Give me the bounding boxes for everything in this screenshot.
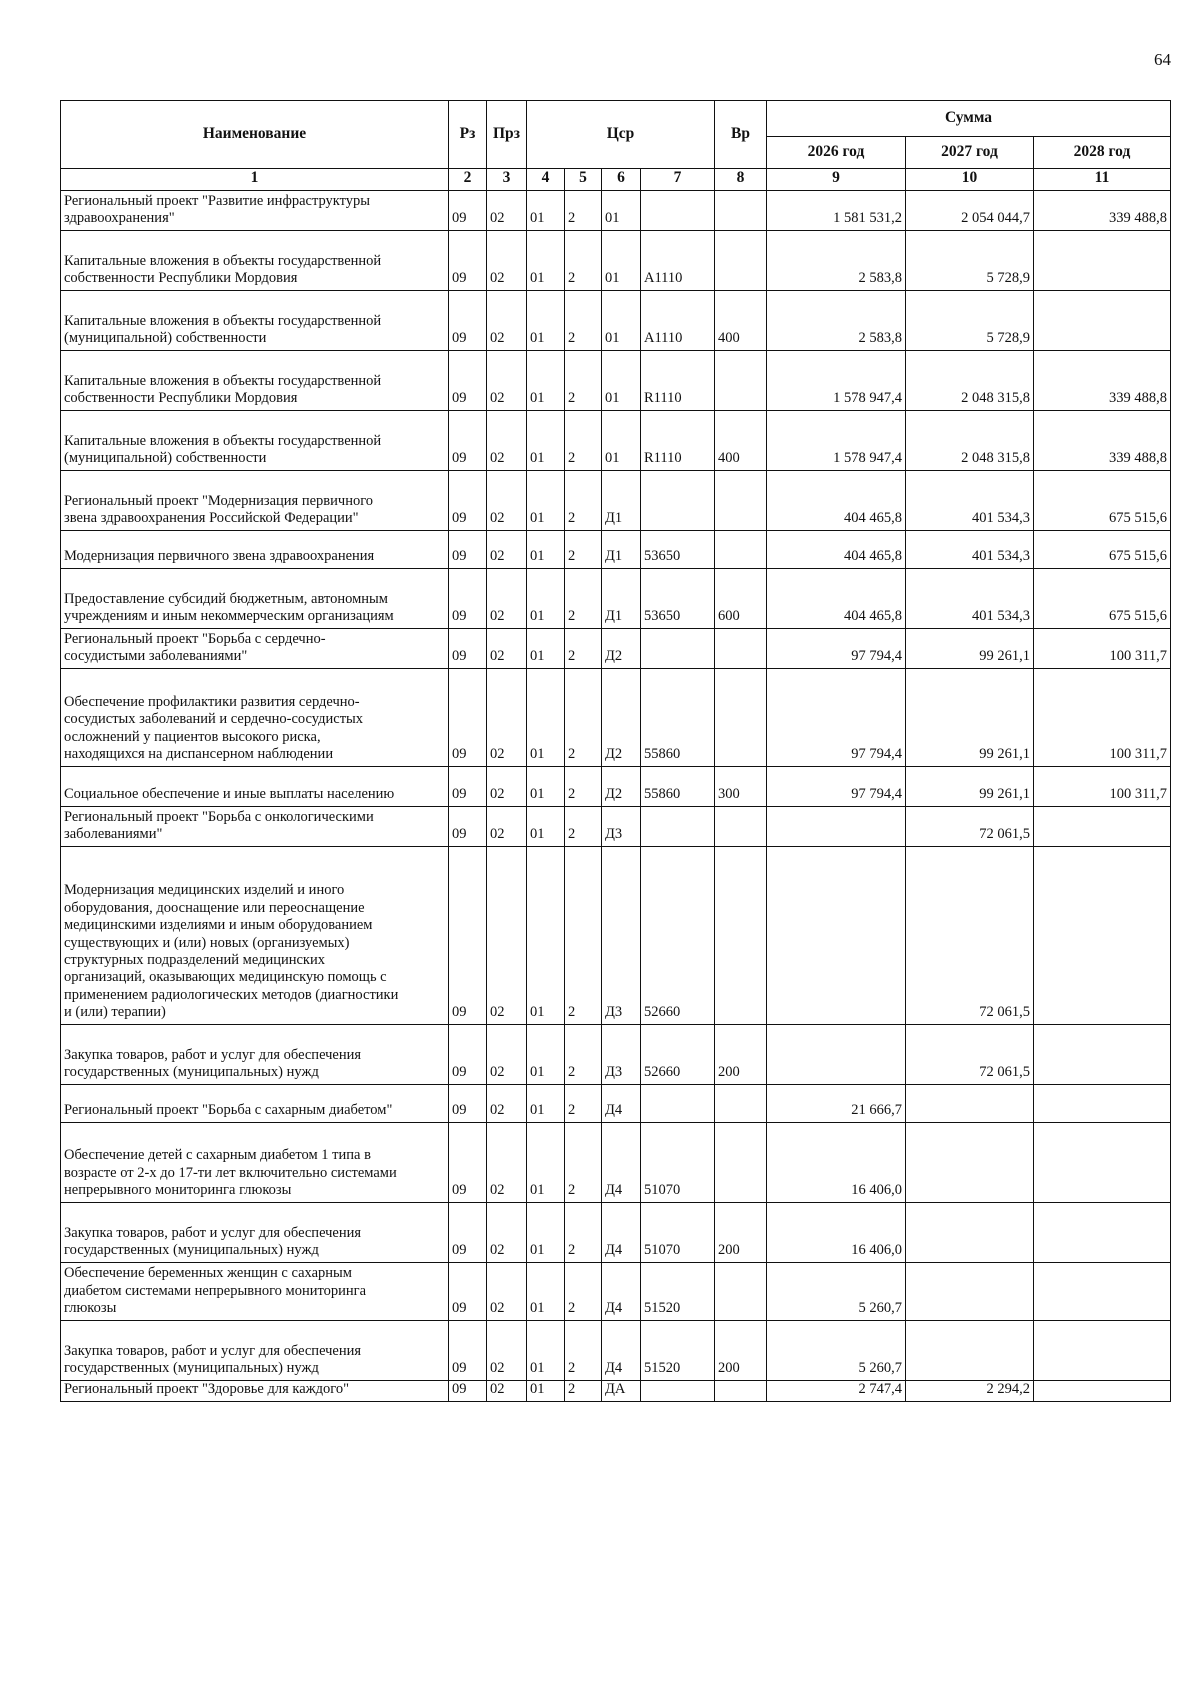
row-csr-part-5: 2 bbox=[565, 530, 602, 568]
row-csr-part-4: 01 bbox=[527, 766, 565, 806]
row-csr-part-6: Д3 bbox=[602, 846, 641, 1024]
table-row bbox=[61, 410, 1171, 470]
row-sum-2027: 401 534,3 bbox=[906, 568, 1034, 628]
row-prz: 02 bbox=[487, 1202, 527, 1262]
row-name: Региональный проект "Развитие инфраструктуры здравоохранения" bbox=[61, 190, 449, 230]
header-name: Наименование bbox=[61, 101, 449, 169]
column-number: 10 bbox=[906, 169, 1034, 191]
row-rz: 09 bbox=[449, 846, 487, 1024]
header-prz: Прз bbox=[487, 101, 527, 169]
row-sum-2027: 72 061,5 bbox=[906, 806, 1034, 846]
table-row bbox=[61, 350, 1171, 410]
row-vr: 200 bbox=[715, 1202, 767, 1262]
row-csr-part-5: 2 bbox=[565, 350, 602, 410]
row-sum-2028 bbox=[1034, 1202, 1171, 1262]
column-number: 4 bbox=[527, 169, 565, 191]
page-number: 64 bbox=[1154, 50, 1171, 69]
row-csr-part-4: 01 bbox=[527, 806, 565, 846]
table-row bbox=[61, 230, 1171, 290]
table-row bbox=[61, 1122, 1171, 1202]
row-csr-part-5: 2 bbox=[565, 846, 602, 1024]
row-sum-2027: 2 048 315,8 bbox=[906, 410, 1034, 470]
row-rz: 09 bbox=[449, 470, 487, 530]
row-sum-2027: 2 294,2 bbox=[906, 1380, 1034, 1401]
row-name: Обеспечение беременных женщин с сахарным диабетом системами непрерывного мониторинга глюкозы bbox=[61, 1262, 449, 1320]
row-csr-part-4: 01 bbox=[527, 470, 565, 530]
row-sum-2027: 5 728,9 bbox=[906, 230, 1034, 290]
row-csr-part-4: 01 bbox=[527, 350, 565, 410]
row-csr-part-6: Д2 bbox=[602, 628, 641, 668]
row-sum-2027: 99 261,1 bbox=[906, 766, 1034, 806]
row-csr-part-6: Д1 bbox=[602, 530, 641, 568]
row-sum-2027 bbox=[906, 1320, 1034, 1380]
row-rz: 09 bbox=[449, 530, 487, 568]
header-year-2026: 2026 год bbox=[767, 137, 906, 169]
row-csr-part-5: 2 bbox=[565, 290, 602, 350]
row-prz: 02 bbox=[487, 530, 527, 568]
row-prz: 02 bbox=[487, 668, 527, 766]
row-vr: 600 bbox=[715, 568, 767, 628]
row-csr-part-7 bbox=[641, 1380, 715, 1401]
row-csr-part-4: 01 bbox=[527, 1024, 565, 1084]
row-sum-2027: 99 261,1 bbox=[906, 668, 1034, 766]
row-prz: 02 bbox=[487, 1024, 527, 1084]
table-row bbox=[61, 766, 1171, 806]
row-sum-2028: 675 515,6 bbox=[1034, 470, 1171, 530]
row-sum-2026 bbox=[767, 1024, 906, 1084]
header-row-top bbox=[61, 101, 1171, 137]
row-sum-2028: 339 488,8 bbox=[1034, 190, 1171, 230]
column-number: 5 bbox=[565, 169, 602, 191]
column-number: 9 bbox=[767, 169, 906, 191]
row-sum-2026: 1 578 947,4 bbox=[767, 350, 906, 410]
row-sum-2026: 404 465,8 bbox=[767, 470, 906, 530]
row-sum-2026 bbox=[767, 806, 906, 846]
column-number: 3 bbox=[487, 169, 527, 191]
row-sum-2026: 97 794,4 bbox=[767, 668, 906, 766]
row-vr bbox=[715, 668, 767, 766]
row-csr-part-4: 01 bbox=[527, 230, 565, 290]
row-csr-part-6: Д2 bbox=[602, 668, 641, 766]
row-sum-2028 bbox=[1034, 806, 1171, 846]
header-sum: Сумма bbox=[767, 101, 1171, 137]
row-csr-part-7: 51070 bbox=[641, 1122, 715, 1202]
row-rz: 09 bbox=[449, 1024, 487, 1084]
row-csr-part-6: Д4 bbox=[602, 1122, 641, 1202]
row-prz: 02 bbox=[487, 410, 527, 470]
row-sum-2027 bbox=[906, 1202, 1034, 1262]
row-name: Социальное обеспечение и иные выплаты населению bbox=[61, 766, 449, 806]
row-rz: 09 bbox=[449, 1202, 487, 1262]
row-rz: 09 bbox=[449, 1122, 487, 1202]
row-sum-2028: 100 311,7 bbox=[1034, 668, 1171, 766]
row-csr-part-4: 01 bbox=[527, 1202, 565, 1262]
row-rz: 09 bbox=[449, 806, 487, 846]
column-number: 6 bbox=[602, 169, 641, 191]
row-sum-2028: 339 488,8 bbox=[1034, 410, 1171, 470]
row-name: Обеспечение детей с сахарным диабетом 1 типа в возрасте от 2-х до 17-ти лет включительно системами непрерывного мониторинга глюкозы bbox=[61, 1122, 449, 1202]
table-row bbox=[61, 628, 1171, 668]
row-sum-2026: 2 583,8 bbox=[767, 290, 906, 350]
header-year-2028: 2028 год bbox=[1034, 137, 1171, 169]
row-name: Модернизация первичного звена здравоохранения bbox=[61, 530, 449, 568]
row-prz: 02 bbox=[487, 766, 527, 806]
row-vr bbox=[715, 1262, 767, 1320]
row-sum-2028 bbox=[1034, 290, 1171, 350]
table-row bbox=[61, 806, 1171, 846]
column-number: 7 bbox=[641, 169, 715, 191]
row-csr-part-5: 2 bbox=[565, 1202, 602, 1262]
table-row bbox=[61, 1024, 1171, 1084]
row-sum-2026: 97 794,4 bbox=[767, 766, 906, 806]
row-rz: 09 bbox=[449, 290, 487, 350]
row-rz: 09 bbox=[449, 1320, 487, 1380]
column-number-row bbox=[61, 169, 1171, 191]
row-csr-part-5: 2 bbox=[565, 1320, 602, 1380]
row-csr-part-5: 2 bbox=[565, 1122, 602, 1202]
row-sum-2028: 339 488,8 bbox=[1034, 350, 1171, 410]
table-row bbox=[61, 1380, 1171, 1401]
row-csr-part-6: 01 bbox=[602, 350, 641, 410]
row-rz: 09 bbox=[449, 766, 487, 806]
row-sum-2026: 5 260,7 bbox=[767, 1262, 906, 1320]
row-csr-part-4: 01 bbox=[527, 568, 565, 628]
row-name: Закупка товаров, работ и услуг для обеспечения государственных (муниципальных) нужд bbox=[61, 1024, 449, 1084]
row-sum-2028 bbox=[1034, 1122, 1171, 1202]
row-name: Обеспечение профилактики развития сердечно- сосудистых заболеваний и сердечно-сосудистых осложнений у пациентов высокого риска, находящихся на диспансерном наблюдении bbox=[61, 668, 449, 766]
row-prz: 02 bbox=[487, 230, 527, 290]
row-csr-part-6: Д4 bbox=[602, 1320, 641, 1380]
row-vr bbox=[715, 190, 767, 230]
table-row bbox=[61, 190, 1171, 230]
row-vr: 200 bbox=[715, 1320, 767, 1380]
row-sum-2026: 16 406,0 bbox=[767, 1122, 906, 1202]
row-prz: 02 bbox=[487, 1380, 527, 1401]
row-csr-part-4: 01 bbox=[527, 1320, 565, 1380]
row-csr-part-5: 2 bbox=[565, 1262, 602, 1320]
row-csr-part-6: Д1 bbox=[602, 568, 641, 628]
row-csr-part-5: 2 bbox=[565, 470, 602, 530]
row-csr-part-7: 51520 bbox=[641, 1320, 715, 1380]
row-name: Региональный проект "Модернизация первичного звена здравоохранения Российской Федерации" bbox=[61, 470, 449, 530]
row-name: Закупка товаров, работ и услуг для обеспечения государственных (муниципальных) нужд bbox=[61, 1202, 449, 1262]
row-rz: 09 bbox=[449, 410, 487, 470]
row-csr-part-5: 2 bbox=[565, 1084, 602, 1122]
row-sum-2026: 97 794,4 bbox=[767, 628, 906, 668]
row-sum-2027: 72 061,5 bbox=[906, 1024, 1034, 1084]
row-csr-part-5: 2 bbox=[565, 1024, 602, 1084]
row-csr-part-4: 01 bbox=[527, 290, 565, 350]
row-csr-part-7: 51520 bbox=[641, 1262, 715, 1320]
row-csr-part-6: Д3 bbox=[602, 1024, 641, 1084]
row-sum-2028: 100 311,7 bbox=[1034, 628, 1171, 668]
row-sum-2026: 1 581 531,2 bbox=[767, 190, 906, 230]
row-csr-part-6: Д4 bbox=[602, 1202, 641, 1262]
row-sum-2026: 1 578 947,4 bbox=[767, 410, 906, 470]
row-vr bbox=[715, 230, 767, 290]
row-sum-2028 bbox=[1034, 1262, 1171, 1320]
table-row bbox=[61, 568, 1171, 628]
row-csr-part-5: 2 bbox=[565, 1380, 602, 1401]
row-sum-2027 bbox=[906, 1122, 1034, 1202]
row-name: Капитальные вложения в объекты государственной (муниципальной) собственности bbox=[61, 290, 449, 350]
row-rz: 09 bbox=[449, 568, 487, 628]
table-row bbox=[61, 1320, 1171, 1380]
row-sum-2026 bbox=[767, 846, 906, 1024]
row-name: Капитальные вложения в объекты государственной собственности Республики Мордовия bbox=[61, 230, 449, 290]
row-csr-part-7: R1110 bbox=[641, 410, 715, 470]
table-row bbox=[61, 846, 1171, 1024]
row-csr-part-5: 2 bbox=[565, 766, 602, 806]
header-vr: Вр bbox=[715, 101, 767, 169]
row-csr-part-5: 2 bbox=[565, 568, 602, 628]
header-csr: Цср bbox=[527, 101, 715, 169]
row-prz: 02 bbox=[487, 846, 527, 1024]
row-rz: 09 bbox=[449, 230, 487, 290]
row-prz: 02 bbox=[487, 1262, 527, 1320]
row-csr-part-5: 2 bbox=[565, 628, 602, 668]
row-sum-2026: 2 583,8 bbox=[767, 230, 906, 290]
row-csr-part-4: 01 bbox=[527, 1380, 565, 1401]
row-prz: 02 bbox=[487, 350, 527, 410]
row-csr-part-6: Д1 bbox=[602, 470, 641, 530]
row-csr-part-5: 2 bbox=[565, 230, 602, 290]
column-number: 8 bbox=[715, 169, 767, 191]
row-prz: 02 bbox=[487, 470, 527, 530]
row-csr-part-4: 01 bbox=[527, 1084, 565, 1122]
row-name: Региональный проект "Борьба с онкологическими заболеваниями" bbox=[61, 806, 449, 846]
row-vr bbox=[715, 1122, 767, 1202]
row-sum-2028 bbox=[1034, 1084, 1171, 1122]
row-csr-part-7: 52660 bbox=[641, 1024, 715, 1084]
row-vr bbox=[715, 1380, 767, 1401]
row-csr-part-4: 01 bbox=[527, 1262, 565, 1320]
row-sum-2027: 2 054 044,7 bbox=[906, 190, 1034, 230]
row-csr-part-7: 52660 bbox=[641, 846, 715, 1024]
row-sum-2027: 99 261,1 bbox=[906, 628, 1034, 668]
row-csr-part-4: 01 bbox=[527, 190, 565, 230]
row-vr: 300 bbox=[715, 766, 767, 806]
row-sum-2027: 5 728,9 bbox=[906, 290, 1034, 350]
row-sum-2028 bbox=[1034, 846, 1171, 1024]
row-vr bbox=[715, 530, 767, 568]
row-csr-part-4: 01 bbox=[527, 846, 565, 1024]
row-csr-part-6: Д2 bbox=[602, 766, 641, 806]
row-vr bbox=[715, 806, 767, 846]
row-csr-part-4: 01 bbox=[527, 410, 565, 470]
column-number: 2 bbox=[449, 169, 487, 191]
row-csr-part-7 bbox=[641, 806, 715, 846]
row-name: Капитальные вложения в объекты государственной собственности Республики Мордовия bbox=[61, 350, 449, 410]
row-name: Закупка товаров, работ и услуг для обеспечения государственных (муниципальных) нужд bbox=[61, 1320, 449, 1380]
row-csr-part-7 bbox=[641, 190, 715, 230]
row-csr-part-5: 2 bbox=[565, 806, 602, 846]
row-vr: 400 bbox=[715, 290, 767, 350]
row-csr-part-4: 01 bbox=[527, 530, 565, 568]
row-prz: 02 bbox=[487, 806, 527, 846]
row-prz: 02 bbox=[487, 568, 527, 628]
row-csr-part-6: 01 bbox=[602, 230, 641, 290]
row-rz: 09 bbox=[449, 1262, 487, 1320]
row-sum-2028 bbox=[1034, 1320, 1171, 1380]
row-sum-2028: 100 311,7 bbox=[1034, 766, 1171, 806]
row-sum-2027 bbox=[906, 1084, 1034, 1122]
row-sum-2028 bbox=[1034, 230, 1171, 290]
table-row bbox=[61, 668, 1171, 766]
header-year-2027: 2027 год bbox=[906, 137, 1034, 169]
row-prz: 02 bbox=[487, 628, 527, 668]
row-csr-part-4: 01 bbox=[527, 628, 565, 668]
row-csr-part-7 bbox=[641, 1084, 715, 1122]
row-csr-part-5: 2 bbox=[565, 410, 602, 470]
row-csr-part-4: 01 bbox=[527, 1122, 565, 1202]
row-csr-part-7: 53650 bbox=[641, 530, 715, 568]
row-sum-2026: 21 666,7 bbox=[767, 1084, 906, 1122]
row-csr-part-7: R1110 bbox=[641, 350, 715, 410]
row-name: Предоставление субсидий бюджетным, автономным учреждениям и иным некоммерческим организациям bbox=[61, 568, 449, 628]
row-csr-part-4: 01 bbox=[527, 668, 565, 766]
row-csr-part-7 bbox=[641, 470, 715, 530]
column-number: 11 bbox=[1034, 169, 1171, 191]
row-csr-part-7: 55860 bbox=[641, 766, 715, 806]
row-vr bbox=[715, 470, 767, 530]
row-sum-2028 bbox=[1034, 1024, 1171, 1084]
row-rz: 09 bbox=[449, 1380, 487, 1401]
row-csr-part-6: Д4 bbox=[602, 1262, 641, 1320]
row-sum-2028: 675 515,6 bbox=[1034, 568, 1171, 628]
row-sum-2026: 16 406,0 bbox=[767, 1202, 906, 1262]
row-csr-part-6: ДА bbox=[602, 1380, 641, 1401]
row-prz: 02 bbox=[487, 1320, 527, 1380]
row-sum-2026: 5 260,7 bbox=[767, 1320, 906, 1380]
row-vr: 400 bbox=[715, 410, 767, 470]
row-csr-part-7: 53650 bbox=[641, 568, 715, 628]
row-rz: 09 bbox=[449, 668, 487, 766]
row-name: Региональный проект "Здоровье для каждого" bbox=[61, 1380, 449, 1401]
row-csr-part-7 bbox=[641, 628, 715, 668]
table-row bbox=[61, 1084, 1171, 1122]
row-vr bbox=[715, 846, 767, 1024]
budget-table bbox=[60, 100, 1171, 1402]
row-rz: 09 bbox=[449, 1084, 487, 1122]
row-name: Модернизация медицинских изделий и иного оборудования, дооснащение или переоснащение медицинскими изделиями и иным оборудованием существующих и (или) новых (организуемых) структурных подразделений медицинских организаций, оказывающих медицинскую помощь с применением радиологических методов (диагностики и (или) терапии) bbox=[61, 846, 449, 1024]
row-sum-2026: 404 465,8 bbox=[767, 568, 906, 628]
header-rz: Рз bbox=[449, 101, 487, 169]
row-csr-part-6: 01 bbox=[602, 410, 641, 470]
column-number: 1 bbox=[61, 169, 449, 191]
row-vr bbox=[715, 350, 767, 410]
row-sum-2027: 2 048 315,8 bbox=[906, 350, 1034, 410]
row-sum-2027: 401 534,3 bbox=[906, 530, 1034, 568]
row-prz: 02 bbox=[487, 1084, 527, 1122]
row-name: Капитальные вложения в объекты государственной (муниципальной) собственности bbox=[61, 410, 449, 470]
row-csr-part-6: Д4 bbox=[602, 1084, 641, 1122]
row-vr bbox=[715, 1084, 767, 1122]
row-csr-part-6: Д3 bbox=[602, 806, 641, 846]
row-sum-2026: 2 747,4 bbox=[767, 1380, 906, 1401]
row-sum-2028 bbox=[1034, 1380, 1171, 1401]
row-name: Региональный проект "Борьба с сердечно- сосудистыми заболеваниями" bbox=[61, 628, 449, 668]
table-row bbox=[61, 1262, 1171, 1320]
row-rz: 09 bbox=[449, 350, 487, 410]
row-rz: 09 bbox=[449, 190, 487, 230]
row-csr-part-7: A1110 bbox=[641, 290, 715, 350]
row-vr bbox=[715, 628, 767, 668]
row-sum-2027: 72 061,5 bbox=[906, 846, 1034, 1024]
row-csr-part-7: 51070 bbox=[641, 1202, 715, 1262]
row-csr-part-6: 01 bbox=[602, 190, 641, 230]
row-vr: 200 bbox=[715, 1024, 767, 1084]
row-name: Региональный проект "Борьба с сахарным диабетом" bbox=[61, 1084, 449, 1122]
table-row bbox=[61, 530, 1171, 568]
row-sum-2028: 675 515,6 bbox=[1034, 530, 1171, 568]
row-csr-part-7: A1110 bbox=[641, 230, 715, 290]
row-csr-part-7: 55860 bbox=[641, 668, 715, 766]
row-sum-2027: 401 534,3 bbox=[906, 470, 1034, 530]
table-row bbox=[61, 1202, 1171, 1262]
table-row bbox=[61, 470, 1171, 530]
row-sum-2026: 404 465,8 bbox=[767, 530, 906, 568]
row-prz: 02 bbox=[487, 190, 527, 230]
row-csr-part-5: 2 bbox=[565, 190, 602, 230]
row-prz: 02 bbox=[487, 290, 527, 350]
row-csr-part-6: 01 bbox=[602, 290, 641, 350]
table-row bbox=[61, 290, 1171, 350]
row-csr-part-5: 2 bbox=[565, 668, 602, 766]
row-prz: 02 bbox=[487, 1122, 527, 1202]
row-sum-2027 bbox=[906, 1262, 1034, 1320]
row-rz: 09 bbox=[449, 628, 487, 668]
